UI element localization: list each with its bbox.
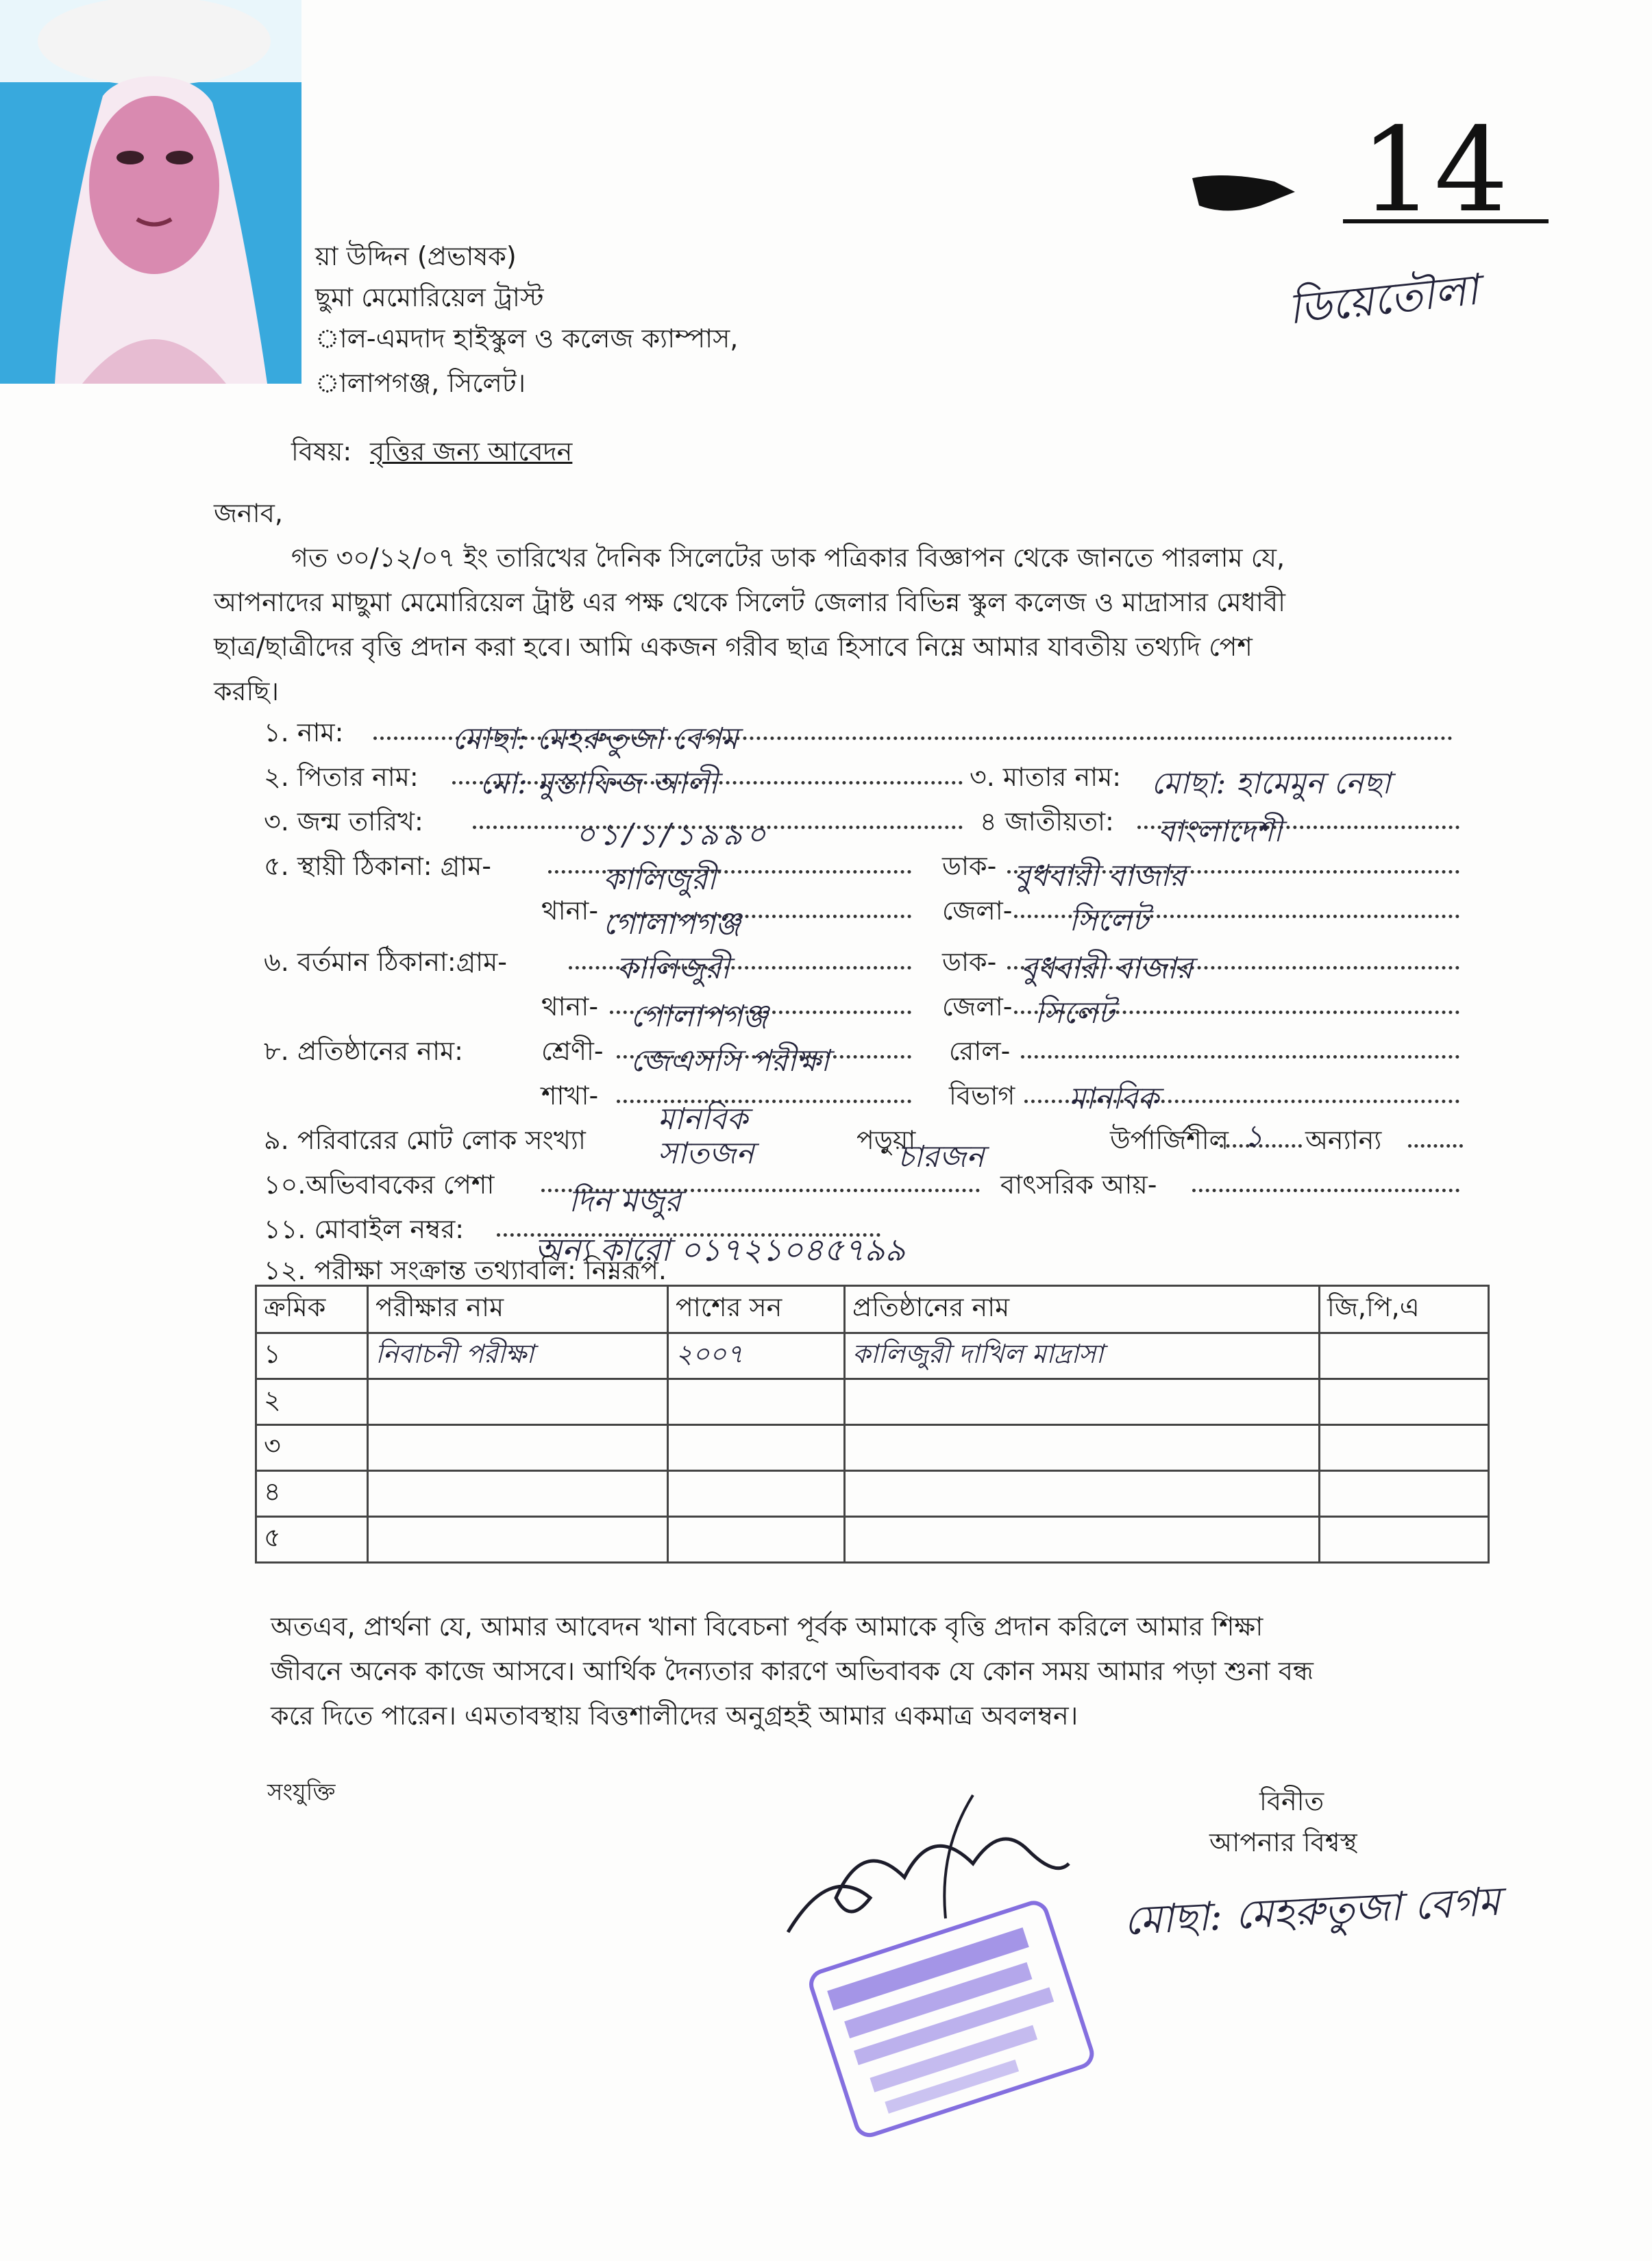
recipient-line-1: য়া উদ্দিন (প্রভাষক) [315, 241, 517, 271]
closing-line-3: করে দিতে পারেন। এমতাবস্থায় বিত্তশালীদের অনুগ্রহই আমার একমাত্র অবলম্বন। [271, 1701, 1078, 1731]
cell-institution [845, 1379, 1320, 1425]
department-value: মানবিক [1069, 1081, 1159, 1116]
father-label: ২. পিতার নাম: [264, 762, 419, 792]
mother-label: ৩. মাতার নাম: [970, 762, 1122, 792]
closing-line-2: জীবনে অনেক কাজে আসবে। আর্থিক দৈন্যতার কারণে অভিবাবক যে কোন সময় আমার পড়া শুনা বন্ধ [271, 1656, 1314, 1686]
perm-thana-label: থানা- [541, 895, 599, 926]
header-gpa: জি,পি,এ [1320, 1286, 1489, 1333]
pres-post-value: বুধবারী বাজার [1021, 951, 1193, 986]
nationality-label: ৪ জাতীয়তা: [980, 806, 1114, 837]
cell-institution [845, 1517, 1320, 1563]
roll-dots [1021, 1055, 1459, 1059]
studying-label: পড়ুয়া [856, 1125, 916, 1155]
cell-gpa [1320, 1379, 1489, 1425]
perm-post-value: বুধবারী বাজার [1014, 858, 1186, 893]
cell-gpa [1320, 1333, 1489, 1379]
mobile-value: অন্য কারো ০১৭২১০৪৫৭৯৯ [534, 1231, 906, 1268]
institution-label: ৮. প্রতিষ্ঠানের নাম: [264, 1036, 463, 1066]
intro-line-3: ছাত্র/ছাত্রীদের বৃত্তি প্রদান করা হবে। আমি একজন গরীব ছাত্র হিসাবে নিম্নে আমার যাবতীয় তথ্যদি পেশ [214, 632, 1253, 662]
header-institution: প্রতিষ্ঠানের নাম [845, 1286, 1320, 1333]
guardian-occupation-label: ১০.অভিবাবকের পেশা [264, 1170, 495, 1200]
perm-district-value: সিলেট [1069, 903, 1149, 938]
father-value: মো: মুস্তাফিজ আলী [480, 766, 718, 801]
subject-label: বিষয়: [291, 436, 352, 467]
header-exam-name: পরীক্ষার নাম [368, 1286, 668, 1333]
header-pass-year: পাশের সন [668, 1286, 845, 1333]
cell-institution [845, 1471, 1320, 1517]
results-table [255, 1285, 1490, 1564]
top-signature: ডিয়েতৌলা [1285, 264, 1481, 334]
cell-exam-name: নিবাচনী পরীক্ষা [368, 1333, 668, 1379]
annual-income-label: বাৎসরিক আয়- [1000, 1170, 1157, 1200]
earning-label: উর্পার্জিশীল [1110, 1125, 1229, 1155]
cell-pass-year [668, 1517, 845, 1563]
table-row [256, 1425, 1489, 1471]
sign-off-line-2: আপনার বিশ্বস্থ [1209, 1827, 1357, 1857]
cell-pass-year [668, 1425, 845, 1471]
dob-label: ৩. জন্ম তারিখ: [264, 806, 423, 837]
mother-value: মোছা: হামেমুন নেছা [1151, 766, 1391, 801]
table-header-row [256, 1286, 1489, 1333]
mobile-label: ১১. মোবাইল নম্বর: [264, 1214, 465, 1244]
others-label: অন্যান্য [1305, 1125, 1382, 1155]
cell-pass-year [668, 1471, 845, 1517]
applicant-photo-image [0, 0, 301, 384]
cell-serial: ৫ [256, 1517, 368, 1563]
others-dots [1408, 1144, 1463, 1148]
arrow-mark-icon [1185, 151, 1322, 233]
earning-value: ১ [1244, 1119, 1263, 1154]
cell-exam-name [368, 1517, 668, 1563]
cell-exam-name [368, 1379, 668, 1425]
pres-address-label: ৬. বর্তমান ঠিকানা:গ্রাম- [264, 947, 507, 977]
cell-pass-year [668, 1379, 845, 1425]
intro-line-1: গত ৩০/১২/০৭ ইং তারিখের দৈনিক সিলেটের ডাক পত্রিকার বিজ্ঞাপন থেকে জানতে পারলাম যে, [291, 543, 1285, 573]
sign-off-line-1: বিনীত [1259, 1786, 1324, 1816]
header-serial: ক্রমিক [256, 1286, 368, 1333]
nationality-value: বাংলাদেশী [1158, 814, 1283, 849]
cell-pass-year: ২০০৭ [668, 1333, 845, 1379]
pres-district-value: সিলেট [1035, 996, 1115, 1030]
table-row [256, 1471, 1489, 1517]
pres-village-value: কালিজুরী [617, 951, 730, 986]
cell-serial: ২ [256, 1379, 368, 1425]
family-count-value: সাতজন [658, 1136, 754, 1171]
studying-value: চারজন [898, 1139, 985, 1174]
table-row [256, 1333, 1489, 1379]
cell-gpa [1320, 1517, 1489, 1563]
dob-value: ০১/১/১৯৯০ [576, 817, 770, 852]
subject-text: বৃত্তির জন্য আবেদন [370, 436, 573, 467]
perm-address-label: ৫. স্থায়ী ঠিকানা: গ্রাম- [264, 851, 491, 881]
applicant-signature: মোছা: মেহরুতুজা বেগম [1122, 1877, 1502, 1944]
branch-label: শাখা- [541, 1080, 599, 1111]
class-value: জেএসসি পরীক্ষা [630, 1043, 830, 1078]
perm-village-value: কালিজুরী [603, 862, 717, 897]
department-label: বিভাগ [949, 1080, 1015, 1111]
page-number: 14 [1360, 103, 1509, 238]
recipient-line-4: ালাপগঞ্জ, সিলেট। [315, 368, 526, 398]
perm-district-label: জেলা- [942, 895, 1013, 926]
closing-line-1: অতএব, প্রার্থনা যে, আমার আবেদন খানা বিবেচনা পূর্বক আমাকে বৃত্তি প্রদান করিলে আমার শিক্ষা [271, 1611, 1263, 1642]
table-row [256, 1379, 1489, 1425]
pres-district-label: জেলা- [942, 991, 1013, 1022]
page-number-underline [1343, 219, 1549, 223]
cell-serial: ৪ [256, 1471, 368, 1517]
family-count-label: ৯. পরিবারের মোট লোক সংখ্যা [264, 1125, 586, 1155]
name-label: ১. নাম: [264, 717, 344, 748]
cell-exam-name [368, 1471, 668, 1517]
table-row [256, 1517, 1489, 1563]
cell-institution: কালিজুরী দাখিল মাদ্রাসা [845, 1333, 1320, 1379]
salutation: জনাব, [214, 498, 283, 528]
exam-info-label: ১২. পরীক্ষা সংক্রান্ত তথ্যাবলি: নিম্নরূপ. [264, 1255, 667, 1285]
class-label: শ্রেণী- [541, 1036, 604, 1066]
recipient-line-2: ছুমা মেমোরিয়েল ট্রাস্ট [315, 282, 544, 312]
perm-thana-value: গোলাপগঞ্জ [603, 906, 741, 941]
cell-gpa [1320, 1471, 1489, 1517]
branch-value: মানবিক [658, 1102, 748, 1137]
attachment-label: সংযুক্তি [267, 1779, 336, 1806]
name-value: মোছা: মেহরুতুজা বেগম [452, 721, 739, 756]
annual-income-dots [1192, 1189, 1459, 1192]
cell-serial: ১ [256, 1333, 368, 1379]
guardian-occupation-value: দিন মজুর [569, 1184, 681, 1219]
perm-post-label: ডাক- [942, 851, 997, 881]
intro-line-4: করছি। [214, 676, 279, 706]
cell-gpa [1320, 1425, 1489, 1471]
pres-post-label: ডাক- [942, 947, 997, 977]
recipient-line-3: াল-এমদাদ হাইস্কুল ও কলেজ ক্যাম্পাস, [315, 323, 739, 354]
pres-thana-value: গোলাপগঞ্জ [630, 999, 769, 1034]
cell-serial: ৩ [256, 1425, 368, 1471]
intro-line-2: আপনাদের মাছুমা মেমোরিয়েল ট্রাষ্ট এর পক্ষ থেকে সিলেট জেলার বিভিন্ন স্কুল কলেজ ও মাদ্রাসার মেধাবী [214, 587, 1285, 617]
cell-exam-name [368, 1425, 668, 1471]
pres-thana-label: থানা- [541, 991, 599, 1022]
cell-institution [845, 1425, 1320, 1471]
applicant-photo [0, 0, 301, 384]
roll-label: রোল- [949, 1036, 1011, 1066]
